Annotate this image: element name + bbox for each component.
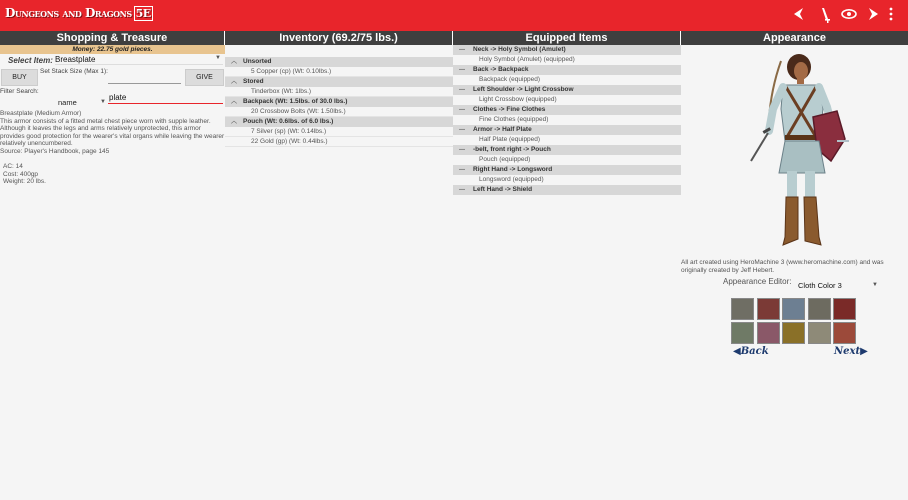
appearance-panel — [681, 31, 908, 500]
color-swatch[interactable] — [757, 322, 780, 344]
collapse-chevron-icon: — — [459, 167, 465, 173]
appearance-editor-select[interactable] — [798, 281, 878, 291]
credit-line: originally created by Jeff Hebert. — [681, 267, 775, 274]
equip-slot[interactable] — [453, 85, 681, 95]
description-line: relatively unencumbered. — [0, 140, 73, 148]
stack-size-input[interactable] — [108, 83, 181, 84]
app-title: Dungeons and Dragons — [5, 6, 132, 20]
item-select[interactable] — [55, 55, 223, 65]
next-label: Next — [834, 346, 861, 357]
next-arrow-icon: ▶ — [860, 346, 868, 357]
slot-label: Back -> Backpack — [473, 66, 529, 73]
appearance-editor-value: Cloth Color 3 — [798, 281, 842, 290]
equip-slot[interactable] — [453, 165, 681, 175]
dropdown-arrow-icon: ▼ — [872, 282, 878, 288]
equipped-item[interactable]: Longsword (equipped) — [453, 175, 681, 185]
color-swatch[interactable] — [731, 322, 754, 344]
back-arrow-icon[interactable] — [790, 7, 808, 25]
collapse-chevron-icon: — — [459, 147, 465, 153]
equipped-item[interactable]: Half Plate (equipped) — [453, 135, 681, 145]
color-swatch[interactable] — [808, 322, 831, 344]
credit-line: All art created using HeroMachine 3 (www.heromachine.com) and was — [681, 259, 884, 266]
back-arrow-icon: ◀ — [733, 346, 741, 357]
dropdown-arrow-icon: ▼ — [100, 99, 106, 105]
slot-label: Left Hand -> Shield — [473, 186, 533, 193]
back-label: Back — [740, 346, 769, 357]
appearance-editor-label: Appearance Editor: — [723, 277, 792, 286]
item-description — [0, 110, 225, 156]
shop-header: Shopping & Treasure — [0, 31, 225, 45]
collapse-chevron-icon: ︿ — [231, 99, 238, 105]
stat-ac: AC: 14 — [3, 163, 23, 170]
appearance-header: Appearance — [681, 31, 908, 45]
overflow-menu-icon[interactable] — [886, 7, 896, 25]
group-label: Backpack (Wt: 1.5lbs. of 30.0 lbs.) — [243, 98, 348, 105]
color-swatch[interactable] — [782, 322, 805, 344]
inventory-panel — [225, 31, 453, 500]
app-logo — [5, 6, 153, 21]
slot-label: Armor -> Half Plate — [473, 126, 532, 133]
equipped-header: Equipped Items — [453, 31, 681, 45]
next-button[interactable] — [834, 346, 868, 357]
filter-field-select[interactable] — [58, 98, 106, 108]
equip-slot[interactable] — [453, 185, 681, 195]
back-button[interactable] — [733, 346, 769, 357]
collapse-chevron-icon: ︿ — [231, 79, 238, 85]
color-swatch[interactable] — [808, 298, 831, 320]
edition-badge: 5E — [135, 7, 151, 20]
equipped-item[interactable]: Pouch (equipped) — [453, 155, 681, 165]
sword-icon[interactable] — [816, 7, 834, 25]
list-item[interactable]: Tinderbox (Wt: 1lbs.) — [225, 87, 453, 97]
collapse-chevron-icon: — — [459, 127, 465, 133]
color-swatch[interactable] — [833, 322, 856, 344]
description-source: Source: Player's Handbook, page 145 — [0, 147, 110, 155]
list-item[interactable]: 5 Copper (cp) (Wt: 0.10lbs.) — [225, 67, 453, 77]
description-line: provides good protection for the wearer's vital organs while leaving the wearer — [0, 132, 225, 140]
art-credit — [681, 259, 908, 275]
shop-panel — [0, 31, 225, 500]
forward-arrow-icon[interactable] — [864, 7, 882, 25]
selected-item: Breastplate — [55, 55, 96, 64]
collapse-chevron-icon: ︿ — [231, 59, 238, 65]
dropdown-arrow-icon: ▼ — [215, 55, 221, 61]
inventory-header: Inventory (69.2/75 lbs.) — [225, 31, 453, 45]
slot-label: Neck -> Holy Symbol (Amulet) — [473, 46, 566, 53]
inventory-group-stored[interactable] — [225, 77, 453, 87]
filter-field-value: name — [58, 98, 77, 107]
money-display: Money: 22.75 gold pieces. — [0, 45, 225, 54]
description-title: Breastplate (Medium Armor) — [0, 110, 82, 117]
equip-slot[interactable] — [453, 65, 681, 75]
color-swatch[interactable] — [731, 298, 754, 320]
group-label: Unsorted — [243, 58, 272, 65]
filter-search-input[interactable] — [108, 93, 223, 104]
list-item[interactable]: 20 Crossbow Bolts (Wt: 1.50lbs.) — [225, 107, 453, 117]
equip-slot[interactable] — [453, 105, 681, 115]
filter-search-value: plate — [109, 93, 127, 102]
collapse-chevron-icon: ︿ — [231, 119, 238, 125]
inventory-group-backpack[interactable] — [225, 97, 453, 107]
item-stats — [3, 163, 46, 186]
equip-slot[interactable] — [453, 45, 681, 55]
filter-search-label: Filter Search: — [0, 88, 39, 95]
list-item[interactable]: 22 Gold (gp) (Wt: 0.44lbs.) — [225, 137, 453, 147]
collapse-chevron-icon: — — [459, 67, 465, 73]
color-swatch[interactable] — [782, 298, 805, 320]
equipped-item[interactable]: Holy Symbol (Amulet) (equipped) — [453, 55, 681, 65]
give-button[interactable]: GIVE — [185, 69, 224, 86]
equip-slot[interactable] — [453, 125, 681, 135]
group-label: Pouch (Wt: 0.6lbs. of 6.0 lbs.) — [243, 118, 334, 125]
description-line: Although it leaves the legs and arms relatively unprotected, this armor — [0, 125, 201, 133]
slot-label: -belt, front right -> Pouch — [473, 146, 551, 153]
equipped-item[interactable]: Light Crossbow (equipped) — [453, 95, 681, 105]
stack-size-label: Set Stack Size (Max 1): — [40, 68, 108, 75]
stat-weight: Weight: 20 lbs. — [3, 178, 46, 186]
equip-slot[interactable] — [453, 145, 681, 155]
buy-button[interactable]: BUY — [1, 69, 38, 86]
collapse-chevron-icon: — — [459, 107, 465, 113]
collapse-chevron-icon: — — [459, 47, 465, 53]
slot-label: Left Shoulder -> Light Crossbow — [473, 86, 574, 93]
collapse-chevron-icon: — — [459, 187, 465, 193]
equipped-item[interactable]: Backpack (equipped) — [453, 75, 681, 85]
slot-label: Right Hand -> Longsword — [473, 166, 553, 173]
select-item-label: Select Item: — [8, 56, 53, 65]
stat-cost: Cost: 400gp — [3, 170, 39, 178]
equipped-item[interactable]: Fine Clothes (equipped) — [453, 115, 681, 125]
color-swatch[interactable] — [757, 298, 780, 320]
equipped-panel — [453, 31, 681, 500]
slot-label: Clothes -> Fine Clothes — [473, 106, 546, 113]
list-item[interactable]: 7 Silver (sp) (Wt: 0.14lbs.) — [225, 127, 453, 137]
description-line: This armor consists of a fitted metal chest piece worn with supple leather. — [0, 117, 211, 125]
group-label: Stored — [243, 78, 264, 85]
eye-icon[interactable] — [840, 7, 858, 25]
inventory-group-pouch[interactable] — [225, 117, 453, 127]
character-portrait — [741, 49, 856, 251]
app-bar — [0, 0, 908, 31]
collapse-chevron-icon: — — [459, 87, 465, 93]
inventory-group-unsorted[interactable] — [225, 57, 453, 67]
equipped-list — [453, 45, 681, 195]
color-swatch[interactable] — [833, 298, 856, 320]
